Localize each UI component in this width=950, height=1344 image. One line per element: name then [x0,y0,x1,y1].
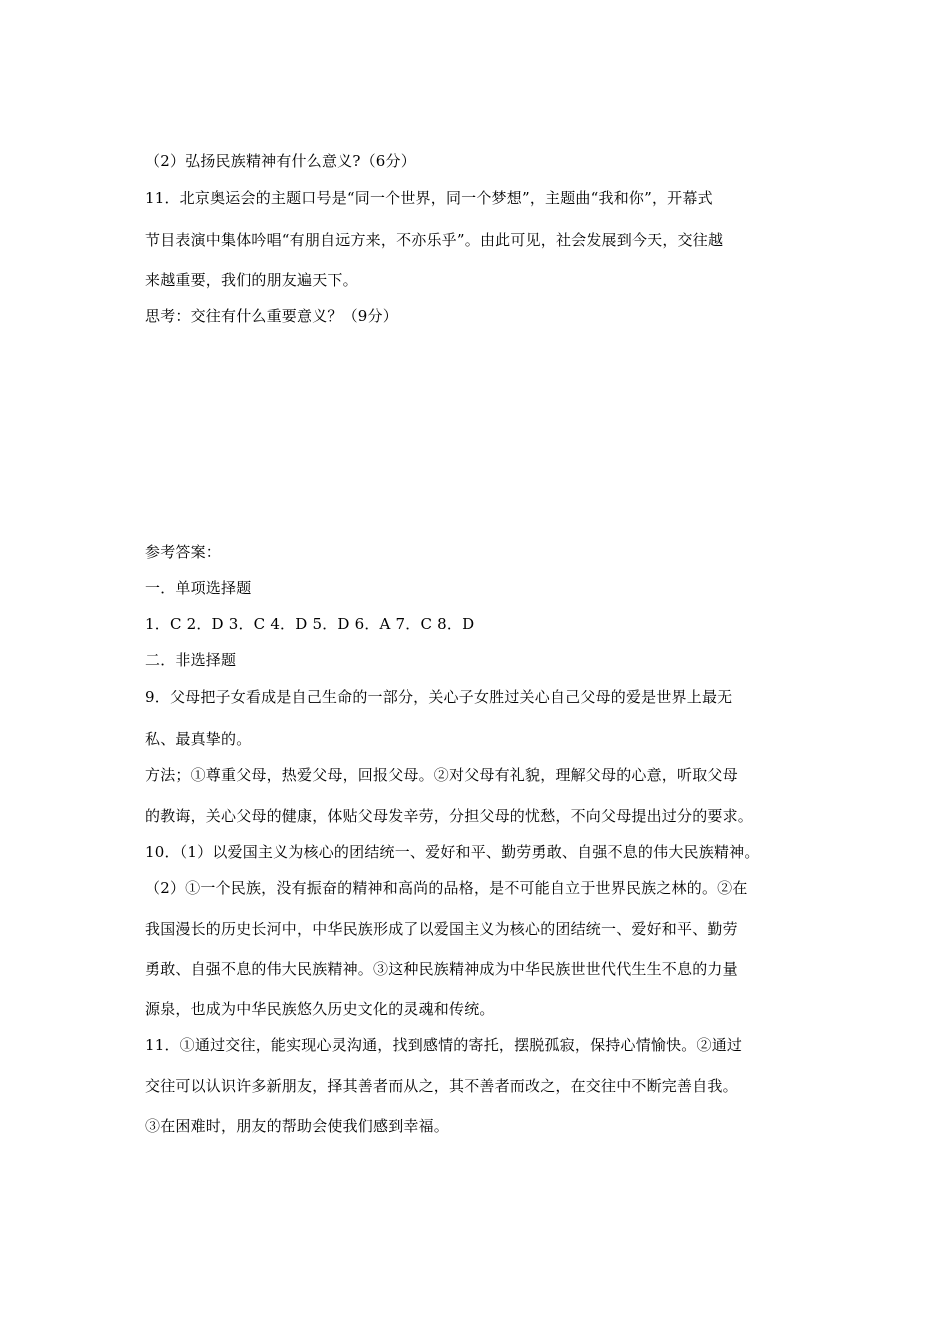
answer-10-part-1: 10．（1）以爱国主义为核心的团结统一、爱好和平、勤劳勇敢、自强不息的伟大民族精神。 [145,843,760,861]
answer-10-part-2-line: 源泉，也成为中华民族悠久历史文化的灵魂和传统。 [145,1000,495,1018]
answer-11-line: 11．①通过交往，能实现心灵沟通，找到感情的寄托，摆脱孤寂，保持心情愉快。②通过 [145,1036,743,1054]
answer-9-method-line: 方法；①尊重父母，热爱父母，回报父母。②对父母有礼貌，理解父母的心意，听取父母 [145,766,738,784]
answer-9-line: 私、最真挚的。 [145,730,252,748]
question-11-text-line: 节目表演中集体吟唱“有朋自远方来，不亦乐乎”。由此可见，社会发展到今天，交往越 [145,231,724,249]
answer-11-line: ③在困难时，朋友的帮助会使我们感到幸福。 [145,1117,450,1135]
section-2-title: 二．非选择题 [145,651,237,669]
section-1-answers: 1．C 2．D 3．C 4．D 5．D 6．A 7．C 8．D [145,615,475,633]
answer-10-part-2-line: 我国漫长的历史长河中，中华民族形成了以爱国主义为核心的团结统一、爱好和平、勤劳 [145,920,738,938]
section-1-title: 一．单项选择题 [145,579,252,597]
answer-9-method-line: 的教诲，关心父母的健康，体贴父母发辛劳，分担父母的忧愁，不向父母提出过分的要求。 [145,807,754,825]
question-11-text-line: 11．北京奥运会的主题口号是“同一个世界，同一个梦想”，主题曲“我和你”，开幕式 [145,189,713,207]
question-10-part-2: （2）弘扬民族精神有什么意义?（6分） [145,152,416,170]
question-11-text-line: 来越重要，我们的朋友遍天下。 [145,271,358,289]
answer-9-line: 9．父母把子女看成是自己生命的一部分，关心子女胜过关心自己父母的爱是世界上最无 [145,688,733,706]
answer-10-part-2-line: 勇敢、自强不息的伟大民族精神。③这种民族精神成为中华民族世世代代生生不息的力量 [145,960,738,978]
answers-heading: 参考答案： [145,543,222,561]
question-11-think-prompt: 思考：交往有什么重要意义？（9分） [145,307,398,325]
answer-10-part-2-line: （2）①一个民族，没有振奋的精神和高尚的品格，是不可能自立于世界民族之林的。②在 [145,879,748,897]
answer-11-line: 交往可以认识许多新朋友，择其善者而从之，其不善者而改之，在交往中不断完善自我。 [145,1077,738,1095]
